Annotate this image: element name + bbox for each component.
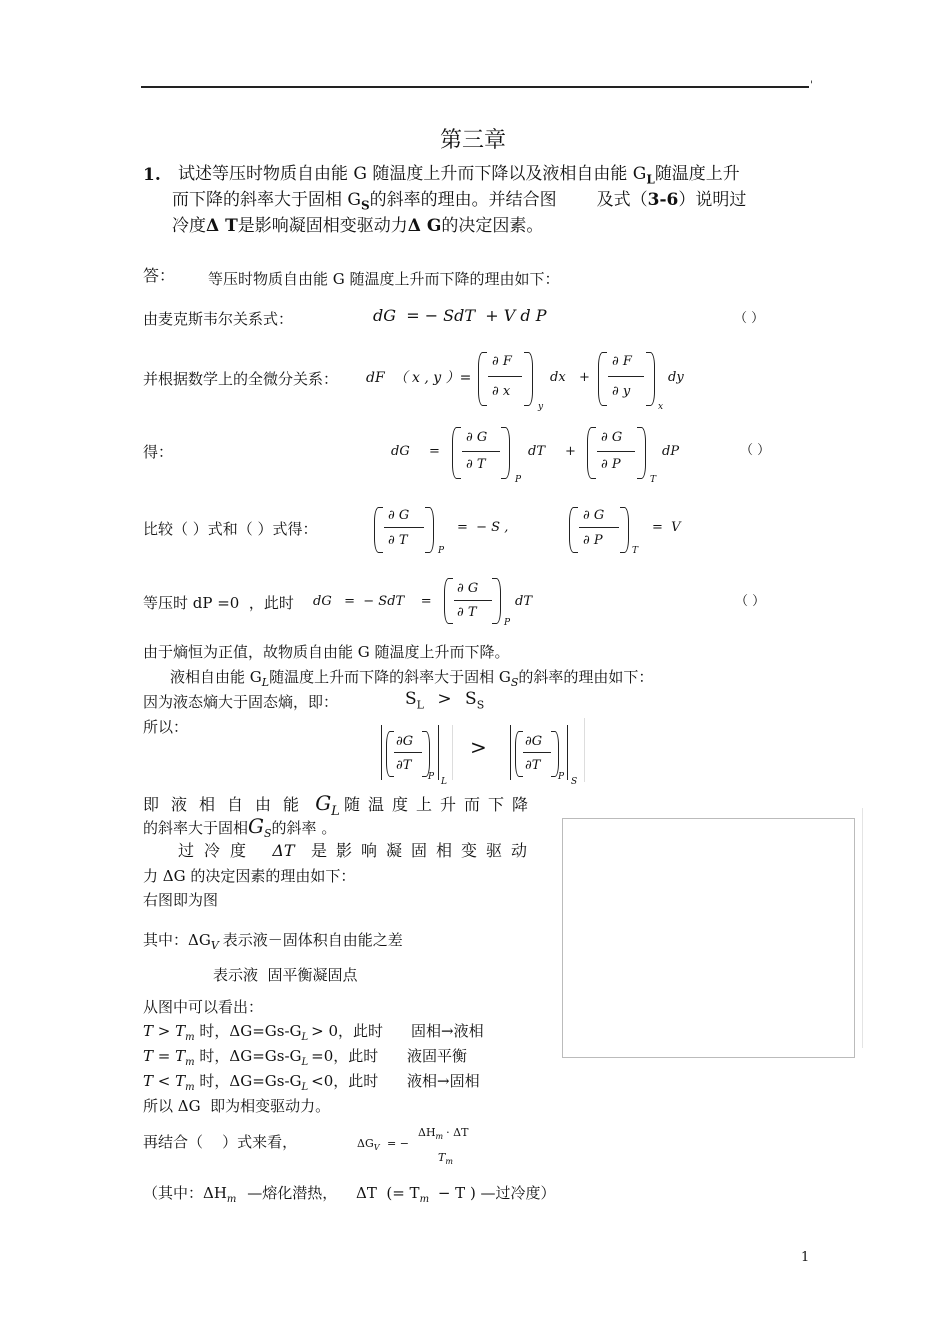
fraction-line bbox=[597, 451, 635, 452]
case-result: 液相→固相 bbox=[407, 1072, 480, 1090]
delta-t: Δ T bbox=[206, 216, 238, 236]
case-row: $T = T_m$ 时，$\Delta G=Gs-G_L =0$，此时 bbox=[143, 1047, 379, 1068]
fraction-line bbox=[608, 376, 644, 377]
delta-g: Δ G bbox=[407, 216, 442, 236]
question-text: 是影响凝固相变驱动力 bbox=[237, 216, 408, 236]
frac-den: ∂T bbox=[396, 758, 412, 773]
slope-line bbox=[143, 816, 336, 844]
compare-rhs: = − S , bbox=[457, 520, 509, 535]
combine-lhs: $\Delta G_V$ = − bbox=[357, 1137, 409, 1153]
where-text: 表示液－固体积自由能之差 bbox=[222, 931, 403, 949]
subscript: T bbox=[632, 546, 639, 556]
where-text: 其中：ΔG bbox=[143, 931, 211, 949]
paren-left bbox=[515, 731, 523, 777]
subscript: S bbox=[264, 827, 272, 840]
combine-label: 再结合（ ）式来看， bbox=[143, 1133, 298, 1151]
frac-den: ∂ T bbox=[388, 533, 408, 548]
figure-shadow-edge bbox=[862, 808, 863, 1048]
dy-term: dy bbox=[668, 370, 684, 385]
paren-left bbox=[374, 507, 383, 553]
paren-right bbox=[551, 731, 559, 777]
dx-term: dx bbox=[550, 370, 566, 385]
subscript: L bbox=[441, 777, 447, 787]
question-line-3 bbox=[172, 216, 543, 236]
question-text: 及式（ bbox=[596, 190, 648, 210]
fraction-line bbox=[454, 600, 492, 601]
frac-num: ∂G bbox=[396, 734, 414, 749]
question-text: ）说明过 bbox=[678, 190, 747, 210]
gl-symbol: $G_L$ bbox=[315, 791, 340, 819]
delta-t: ΔT bbox=[272, 841, 295, 860]
liquid-text: 的斜率的理由如下： bbox=[518, 668, 654, 686]
equation-number: （ ） bbox=[735, 594, 766, 609]
compare-label: 比较（ ）式和（ ）式得： bbox=[143, 520, 318, 538]
answer-label: 答： bbox=[143, 266, 176, 285]
question-line-1 bbox=[178, 164, 740, 189]
so-label: 所以： bbox=[143, 718, 189, 736]
fraction-line bbox=[394, 752, 422, 753]
frac-num: ∂ G bbox=[583, 508, 605, 523]
see-line: 从图中可以看出： bbox=[143, 998, 264, 1016]
equation-number: （ ） bbox=[740, 443, 771, 458]
frac-num: ∂ G bbox=[457, 581, 479, 596]
paren-left bbox=[598, 352, 607, 406]
spaced-text: 即液相自由能 bbox=[143, 795, 312, 814]
fraction-line bbox=[488, 376, 522, 377]
compare-rhs: = V bbox=[652, 520, 681, 535]
fraction-line bbox=[462, 451, 500, 452]
subscript: S bbox=[476, 698, 485, 712]
combine-numerator: $\Delta H_m \cdot \Delta T$ bbox=[418, 1126, 469, 1142]
driving-line: 所以 ΔG 即为相变驱动力。 bbox=[143, 1097, 331, 1115]
frac-num: ∂ G bbox=[388, 508, 410, 523]
subscript: L bbox=[416, 698, 424, 712]
frac-num: ∂ F bbox=[612, 354, 632, 369]
frac-num: ∂ G bbox=[601, 430, 623, 445]
subscript: L bbox=[646, 172, 655, 187]
question-text: 的斜率的理由。并结合图 bbox=[369, 190, 557, 210]
dp-term: dP bbox=[662, 444, 680, 459]
abs-bar bbox=[381, 725, 382, 780]
frac-num: ∂ G bbox=[466, 430, 488, 445]
subscript: S bbox=[510, 676, 519, 689]
total-diff-lhs: dF （ x , y ）= bbox=[366, 370, 472, 386]
isobaric-label: 等压时 dP =0 ，此时 bbox=[143, 594, 294, 612]
undercool-line bbox=[178, 841, 536, 861]
gs-symbol: G bbox=[248, 814, 264, 838]
subscript: P bbox=[438, 546, 445, 556]
paren-left bbox=[587, 427, 596, 479]
frac-den: ∂ T bbox=[466, 457, 486, 472]
plus-sign: + bbox=[565, 444, 576, 459]
entropy-line: 由于熵恒为正值，故物质自由能 G 随温度上升而下降。 bbox=[143, 643, 510, 661]
subscript: V bbox=[210, 939, 219, 952]
subscript: L bbox=[261, 676, 270, 689]
paren-right bbox=[501, 427, 510, 479]
spaced-text: 过冷度 bbox=[178, 841, 257, 860]
liquid-text: 液相自由能 G bbox=[170, 668, 262, 686]
frac-num: ∂ F bbox=[492, 354, 512, 369]
paren-right bbox=[637, 427, 646, 479]
paren-right bbox=[524, 352, 533, 406]
paren-right bbox=[492, 578, 501, 624]
equation-ref: 3-6 bbox=[647, 190, 679, 210]
spaced-text: 随温度上升而下降 bbox=[343, 795, 536, 814]
fraction-line bbox=[523, 752, 551, 753]
subscript: y bbox=[538, 402, 544, 412]
page-number: 1 bbox=[801, 1250, 810, 1265]
paren-right bbox=[425, 507, 434, 553]
abs-bar bbox=[567, 725, 568, 780]
frac-den: ∂ T bbox=[457, 605, 477, 620]
subscript: P bbox=[504, 618, 511, 628]
subscript: P bbox=[558, 772, 565, 782]
question-text: 而下降的斜率大于固相 G bbox=[172, 190, 361, 210]
paren-left bbox=[569, 507, 578, 553]
header-rule bbox=[141, 86, 809, 88]
combine-denominator: $T_m$ bbox=[438, 1151, 453, 1167]
case-result: 液固平衡 bbox=[407, 1047, 468, 1065]
header-mark: ' bbox=[810, 80, 813, 91]
case-result: 固相→液相 bbox=[411, 1022, 484, 1040]
paren-right bbox=[620, 507, 629, 553]
paren-left bbox=[478, 352, 487, 406]
fraction-line bbox=[384, 527, 424, 528]
where-line bbox=[143, 930, 403, 956]
figure-line: 右图即为图 bbox=[143, 891, 219, 909]
frac-den: ∂ y bbox=[612, 384, 631, 399]
fraction-line bbox=[579, 527, 619, 528]
question-text: 的决定因素。 bbox=[441, 216, 544, 236]
abs-bar bbox=[452, 725, 453, 780]
abs-bar bbox=[510, 725, 511, 780]
equals-sign: = bbox=[429, 444, 440, 459]
question-number: 1. bbox=[143, 165, 161, 185]
entropy-symbol: S bbox=[405, 689, 417, 709]
because-line: 因为液态熵大于固态熵，即： bbox=[143, 693, 339, 711]
isobaric-equation: dG = − SdT = bbox=[313, 594, 432, 609]
subscript: S bbox=[360, 198, 370, 213]
subscript: S bbox=[571, 777, 578, 787]
frac-den: ∂ x bbox=[492, 384, 511, 399]
paren-right bbox=[422, 731, 430, 777]
subscript: x bbox=[658, 402, 664, 412]
frac-den: ∂ P bbox=[583, 533, 603, 548]
frac-num: ∂G bbox=[525, 734, 543, 749]
frac-den: ∂ P bbox=[601, 457, 621, 472]
paren-left bbox=[452, 427, 461, 479]
chapter-title: 第三章 bbox=[440, 128, 507, 153]
answer-intro: 等压时物质自由能 G 随温度上升而下降的理由如下： bbox=[208, 270, 560, 288]
frac-den: ∂T bbox=[525, 758, 541, 773]
question-text: 试述等压时物质自由能 G 随温度上升而下降以及液相自由能 G bbox=[178, 164, 647, 184]
dt-term: dT bbox=[528, 444, 545, 459]
abs-bar bbox=[438, 725, 439, 780]
maxwell-label: 由麦克斯韦尔关系式： bbox=[143, 310, 294, 328]
question-text: 冷度 bbox=[172, 216, 206, 236]
slope-text: 的斜率 。 bbox=[271, 819, 337, 837]
dt-term: dT bbox=[515, 594, 532, 609]
total-diff-label: 并根据数学上的全微分关系： bbox=[143, 370, 339, 388]
liquid-text: 随温度上升而下降的斜率大于固相 G bbox=[269, 668, 511, 686]
greater-than: > bbox=[437, 689, 452, 709]
greater-than: > bbox=[470, 735, 487, 759]
abs-bar bbox=[584, 718, 585, 782]
case-row: $T < T_m$ 时，$\Delta G=Gs-G_L <0$，此时 bbox=[143, 1072, 379, 1093]
question-line-2 bbox=[172, 190, 746, 215]
undercool-line-2: 力 ΔG 的决定因素的理由如下： bbox=[143, 867, 356, 885]
entropy-inequality bbox=[405, 689, 484, 715]
paren-left bbox=[444, 578, 453, 624]
subscript: P bbox=[515, 475, 522, 485]
dg-lhs: dG bbox=[391, 444, 410, 459]
get-label: 得： bbox=[143, 443, 174, 461]
question-text: 随温度上升 bbox=[654, 164, 740, 184]
paren-right bbox=[646, 352, 655, 406]
plus-sign: + bbox=[579, 370, 590, 385]
tm-line: 表示液 固平衡凝固点 bbox=[213, 966, 358, 984]
paren-left bbox=[386, 731, 394, 777]
spaced-text: 是影响凝固相变驱动 bbox=[310, 841, 536, 860]
subscript: T bbox=[650, 475, 657, 485]
figure-frame bbox=[562, 818, 855, 1058]
maxwell-equation: dG = − SdT + V d P bbox=[373, 306, 547, 325]
footnote-line: （其中：$\Delta H_m$ —熔化潜热， ΔT (= $T_m - T$ ) —过冷度） bbox=[143, 1184, 556, 1205]
case-row: $T > T_m$ 时，$\Delta G=Gs-G_L > 0$，此时 bbox=[143, 1022, 384, 1043]
subscript: P bbox=[428, 772, 435, 782]
slope-text: 的斜率大于固相 bbox=[143, 819, 249, 837]
entropy-symbol: S bbox=[465, 689, 477, 709]
equation-number: （ ） bbox=[734, 311, 765, 326]
